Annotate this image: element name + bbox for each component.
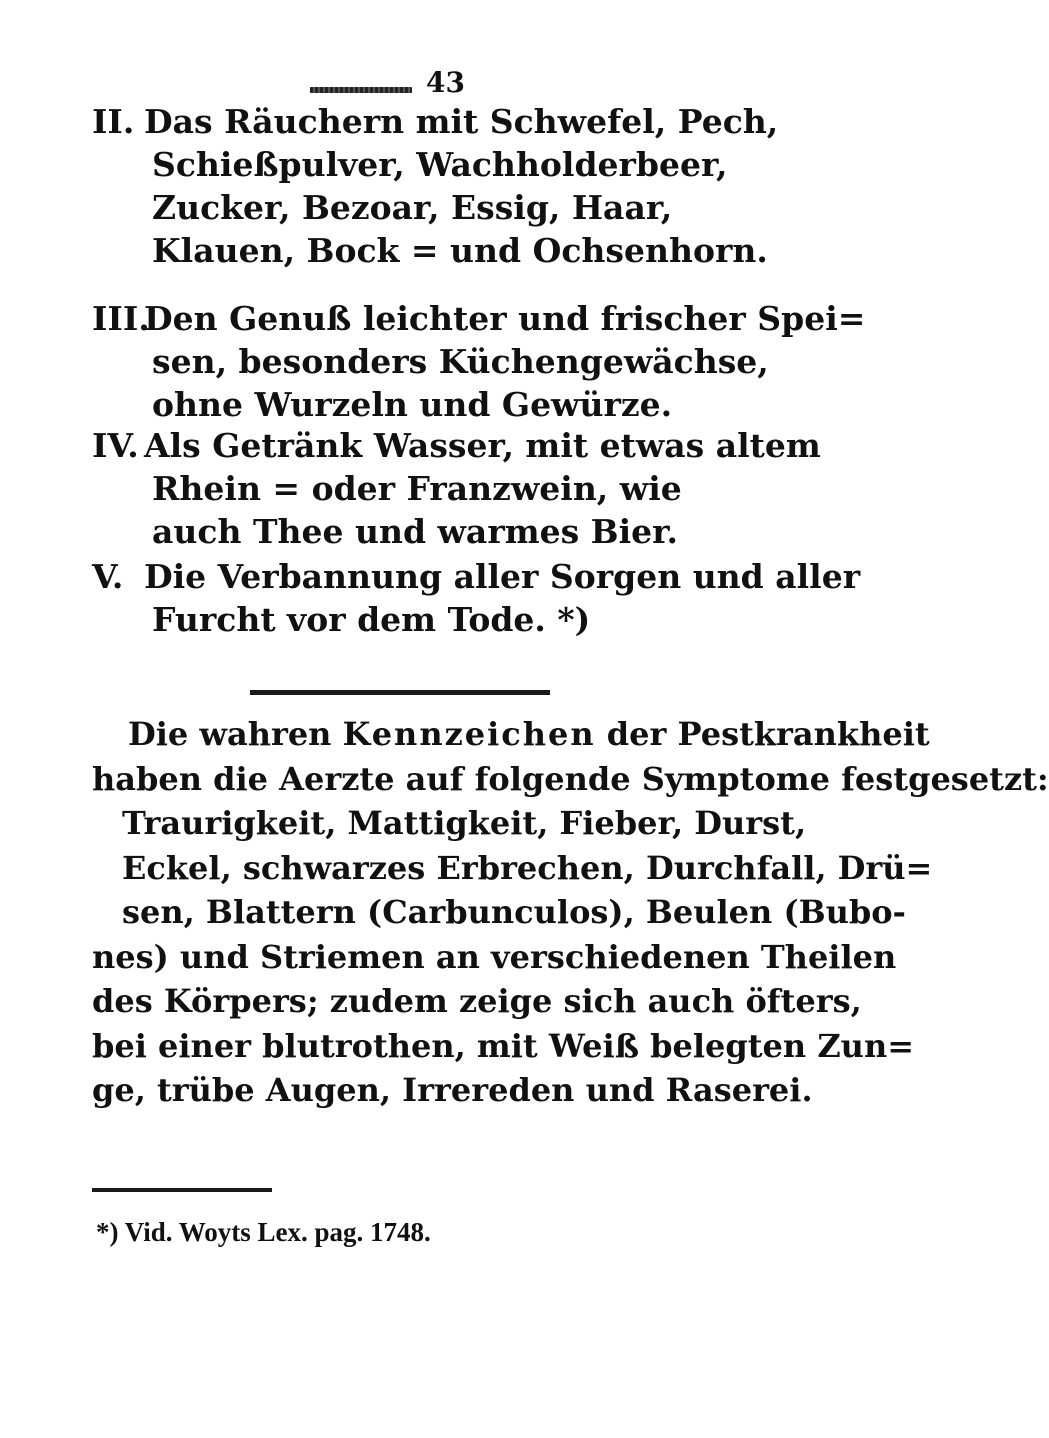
paragraph-emphasis: Kennzeichen: [342, 715, 596, 753]
list-item-line: Das Räuchern mit Schwefel, Pech,: [144, 102, 779, 141]
paragraph-line: Eckel, schwarzes Erbrechen, Durchfall, Drü=: [122, 848, 933, 887]
paragraph-line: bei einer blutrothen, mit Weiß belegten Zun=: [92, 1026, 915, 1065]
paragraph-line: nes) und Striemen an verschiedenen Theilen: [92, 937, 897, 976]
list-item-numeral: V.: [92, 557, 124, 596]
list-item: [92, 424, 821, 553]
paragraph-line: Traurigkeit, Mattigkeit, Fieber, Durst,: [122, 804, 807, 842]
paragraph-line: ge, trübe Augen, Irrereden und Raserei.: [92, 1071, 813, 1109]
symptoms-paragraph: [92, 712, 1049, 1113]
paragraph-line: haben die Aerzte auf folgende Symptome festgesetzt:: [92, 759, 1049, 798]
section-divider: [250, 690, 550, 695]
paragraph-line-rest: der Pestkrankheit: [606, 715, 930, 753]
list-item: [92, 297, 866, 426]
list-item-line: Schießpulver, Wachholderbeer,: [152, 145, 728, 184]
footnote-rule: [92, 1188, 272, 1192]
list-item-numeral: IV.: [92, 426, 139, 465]
paragraph-line: sen, Blattern (Carbunculos), Beulen (Bubo-: [122, 893, 906, 931]
list-item-line: ohne Wurzeln und Gewürze.: [152, 385, 673, 424]
list-item-numeral: II.: [92, 102, 135, 141]
page-number: 43: [426, 66, 465, 99]
list-item-line: Rhein = oder Franzwein, wie: [152, 469, 682, 508]
list-item-line: Die Verbannung aller Sorgen und aller: [144, 557, 861, 596]
list-item-line: Klauen, Bock = und Ochsenhorn.: [152, 231, 768, 270]
list-item-numeral: III.: [92, 299, 150, 338]
list-item-line: Zucker, Bezoar, Essig, Haar,: [152, 188, 673, 227]
list-item-line: Als Getränk Wasser, mit etwas altem: [144, 426, 821, 465]
list-item-line: Furcht vor dem Tode. *): [152, 600, 591, 639]
list-item: [92, 100, 779, 272]
paragraph-intro: Die wahren: [128, 715, 332, 753]
list-item: [92, 555, 861, 641]
list-item-line: Den Genuß leichter und frischer Spei=: [144, 299, 866, 338]
footnote: *) Vid. Woyts Lex. pag. 1748.: [96, 1217, 431, 1247]
list-item-line: auch Thee und warmes Bier.: [152, 512, 678, 551]
header-ornament-rule: [310, 87, 412, 93]
paragraph-first-line: [92, 712, 930, 757]
list-item-line: sen, besonders Küchengewächse,: [152, 342, 769, 381]
paragraph-line: des Körpers; zudem zeige sich auch öfters,: [92, 982, 862, 1020]
